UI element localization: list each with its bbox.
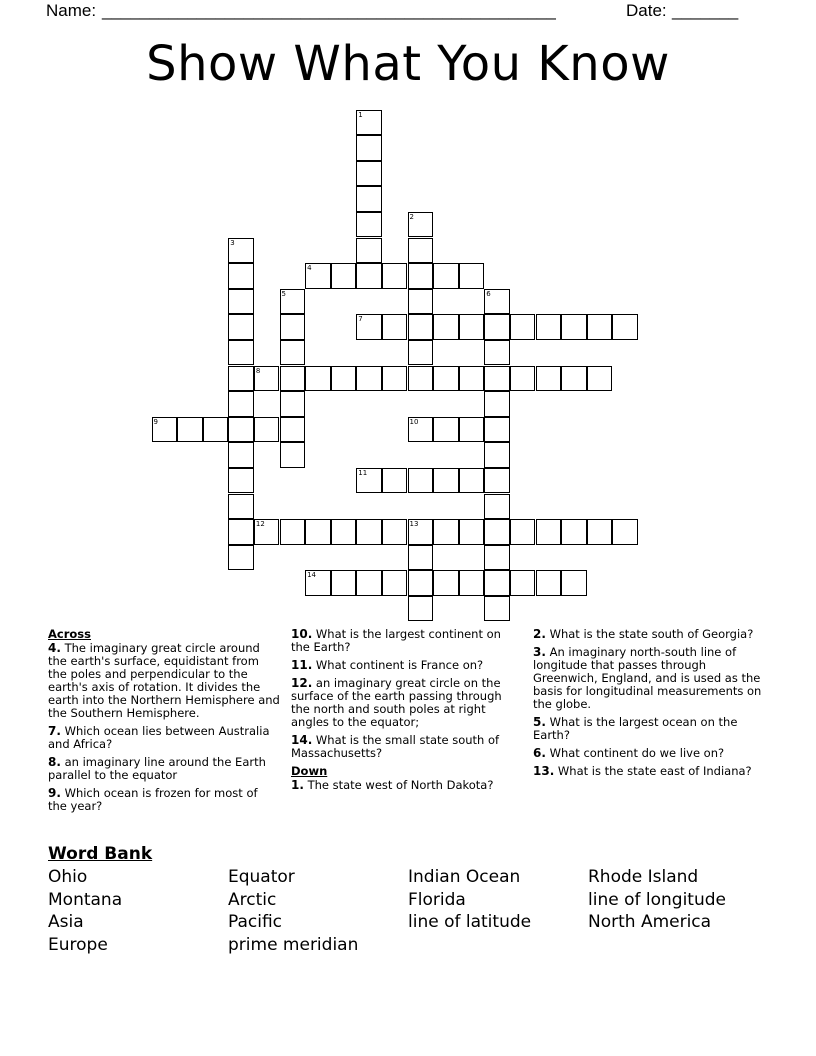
word-bank-item: Asia (48, 912, 84, 933)
crossword-cell[interactable] (305, 366, 331, 392)
clue-number: 8 (255, 366, 261, 375)
clue-down-6: 6. What continent do we live on? (533, 746, 725, 760)
crossword-cell[interactable] (356, 468, 382, 494)
crossword-cell[interactable] (228, 340, 254, 366)
crossword-cell[interactable] (459, 570, 485, 596)
crossword-cell[interactable] (382, 263, 408, 289)
crossword-cell[interactable] (484, 494, 510, 520)
clue-across-9: 9. Which ocean is frozen for most of the year? (48, 786, 258, 813)
crossword-cell[interactable] (459, 468, 485, 494)
clue-number: 3 (230, 238, 235, 247)
crossword-cell[interactable] (382, 519, 408, 545)
clue-number: 14 (307, 571, 317, 580)
crossword-cell[interactable] (356, 135, 382, 161)
crossword-cell[interactable] (280, 340, 306, 366)
word-bank-item: Europe (48, 934, 108, 955)
clue-across-11: 11. What continent is France on? (291, 658, 484, 672)
crossword-cell[interactable] (561, 314, 587, 340)
clue-number: 2 (409, 212, 414, 221)
crossword-cell[interactable] (408, 340, 434, 366)
crossword-cell[interactable] (280, 417, 306, 443)
crossword-cell[interactable] (612, 519, 638, 545)
clues-column-1 (48, 628, 280, 818)
crossword-cell[interactable] (228, 314, 254, 340)
clue-number: 7 (358, 315, 363, 324)
clue-across-12: 12. an imaginary great circle on the surface of the earth passing through the north and south poles at right angles to the equator; (291, 676, 502, 729)
crossword-cell[interactable] (356, 570, 382, 596)
crossword-cell[interactable] (459, 366, 485, 392)
crossword-cell[interactable] (484, 340, 510, 366)
crossword-cell[interactable] (305, 519, 331, 545)
crossword-cell[interactable] (382, 570, 408, 596)
crossword-cell[interactable] (433, 519, 459, 545)
crossword-cell[interactable] (587, 519, 613, 545)
clue-down-2: 2. What is the state south of Georgia? (533, 627, 754, 641)
crossword-cell[interactable] (228, 366, 254, 392)
crossword-cell[interactable] (203, 417, 229, 443)
crossword-cell[interactable] (356, 519, 382, 545)
clues-column-2 (291, 628, 523, 797)
clue-number: 5 (281, 289, 286, 298)
crossword-cell[interactable] (408, 238, 434, 264)
crossword-cell[interactable] (408, 519, 434, 545)
date-label: Date: (626, 1, 667, 20)
crossword-cell[interactable] (382, 314, 408, 340)
word-bank-item: North America (588, 912, 712, 933)
crossword-cell[interactable] (484, 545, 510, 571)
crossword-cell[interactable] (459, 519, 485, 545)
clue-down-1: 1. The state west of North Dakota? (291, 778, 494, 792)
clue-down-5: 5. What is the largest ocean on the Earth? (533, 715, 738, 742)
word-bank-item: Montana (48, 889, 123, 910)
crossword-cell[interactable] (408, 545, 434, 571)
crossword-cell[interactable] (484, 366, 510, 392)
crossword-cell[interactable] (484, 314, 510, 340)
clue-across-4: 4. The imaginary great circle around the earth's surface, equidistant from the poles and perpendicular to the earth's axis of rotation. It divides the earth into the Northern Hemisphere and the Southern Hemisphere. (48, 641, 280, 720)
clue-number: 1 (358, 110, 363, 119)
crossword-cell[interactable] (510, 519, 536, 545)
crossword-cell[interactable] (228, 442, 254, 468)
crossword-cell[interactable] (382, 366, 408, 392)
crossword-cell[interactable] (433, 366, 459, 392)
crossword-cell[interactable] (280, 314, 306, 340)
crossword-cell[interactable] (356, 186, 382, 212)
crossword-cell[interactable] (536, 366, 562, 392)
crossword-cell[interactable] (408, 417, 434, 443)
crossword-cell[interactable] (484, 442, 510, 468)
word-bank-item: line of latitude (408, 912, 532, 933)
word-bank-item: Pacific (228, 912, 283, 933)
word-bank-item: Indian Ocean (408, 867, 521, 887)
across-heading: Across (48, 627, 91, 641)
clue-across-7: 7. Which ocean lies between Australia and Africa? (48, 724, 270, 751)
crossword-cell[interactable] (408, 366, 434, 392)
crossword-cell[interactable] (587, 366, 613, 392)
crossword-cell[interactable] (536, 570, 562, 596)
crossword-cell[interactable] (254, 417, 280, 443)
crossword-cell[interactable] (433, 263, 459, 289)
crossword-cell[interactable] (433, 417, 459, 443)
crossword-cell[interactable] (228, 468, 254, 494)
clues-column-3 (533, 628, 769, 783)
crossword-cell[interactable] (356, 161, 382, 187)
crossword-cell[interactable] (177, 417, 203, 443)
crossword-cell[interactable] (331, 263, 357, 289)
crossword-cell[interactable] (382, 468, 408, 494)
crossword-cell[interactable] (228, 417, 254, 443)
crossword-cell[interactable] (484, 289, 510, 315)
word-bank-item: Ohio (48, 867, 88, 887)
clue-across-10: 10. What is the largest continent on the Earth? (291, 627, 501, 654)
word-bank-item: Rhode Island (588, 867, 699, 887)
crossword-cell[interactable] (280, 442, 306, 468)
crossword-cell[interactable] (280, 519, 306, 545)
crossword-cell[interactable] (561, 366, 587, 392)
word-bank-item: prime meridian (228, 934, 359, 955)
crossword-cell[interactable] (356, 238, 382, 264)
clue-number: 9 (153, 417, 158, 426)
word-bank-heading: Word Bank (48, 844, 153, 864)
crossword-cell[interactable] (408, 570, 434, 596)
clue-number: 4 (307, 264, 312, 273)
crossword-cell[interactable] (587, 314, 613, 340)
crossword-cell[interactable] (228, 238, 254, 264)
word-bank-item: line of longitude (588, 889, 726, 910)
crossword-cell[interactable] (484, 391, 510, 417)
clue-number: 11 (358, 468, 368, 477)
clue-number: 10 (409, 417, 419, 426)
crossword-cell[interactable] (228, 263, 254, 289)
crossword-cell[interactable] (536, 314, 562, 340)
crossword-cell[interactable] (228, 289, 254, 315)
crossword-cell[interactable] (510, 314, 536, 340)
crossword-cell[interactable] (561, 519, 587, 545)
crossword-cell[interactable] (433, 570, 459, 596)
clue-number: 12 (255, 520, 265, 529)
crossword-cell[interactable] (510, 570, 536, 596)
crossword-cell[interactable] (433, 468, 459, 494)
crossword-cell[interactable] (228, 494, 254, 520)
crossword-cell[interactable] (331, 570, 357, 596)
crossword-cell[interactable] (254, 366, 280, 392)
word-bank-item: Arctic (228, 889, 277, 910)
crossword-cell[interactable] (356, 263, 382, 289)
crossword-cell[interactable] (152, 417, 178, 443)
crossword-cell[interactable] (228, 545, 254, 571)
name-blank[interactable]: ________________________________________________ (102, 1, 556, 20)
clue-number: 13 (409, 520, 419, 529)
crossword-cell[interactable] (408, 289, 434, 315)
crossword-cell[interactable] (228, 519, 254, 545)
crossword-cell[interactable] (408, 263, 434, 289)
clue-number: 6 (486, 289, 491, 298)
crossword-cell[interactable] (356, 110, 382, 136)
crossword-cell[interactable] (356, 212, 382, 238)
crossword-cell[interactable] (331, 519, 357, 545)
clue-down-13: 13. What is the state east of Indiana? (533, 764, 752, 778)
crossword-cell[interactable] (459, 314, 485, 340)
crossword-cell[interactable] (612, 314, 638, 340)
crossword-cell[interactable] (305, 570, 331, 596)
word-bank-item: Equator (228, 867, 295, 887)
crossword-cell[interactable] (408, 314, 434, 340)
clue-down-3: 3. An imaginary north-south line of longitude that passes through Greenwich, England, and is used as the basis for longitudinal measurements on the globe. (533, 645, 762, 711)
crossword-cell[interactable] (305, 263, 331, 289)
crossword-cell[interactable] (536, 519, 562, 545)
crossword-cell[interactable] (433, 314, 459, 340)
word-bank-item: Florida (408, 889, 466, 910)
crossword-cell[interactable] (356, 366, 382, 392)
crossword-cell[interactable] (484, 570, 510, 596)
crossword-cell[interactable] (484, 417, 510, 443)
crossword-cell[interactable] (280, 289, 306, 315)
crossword-cell[interactable] (459, 263, 485, 289)
crossword-cell[interactable] (408, 468, 434, 494)
crossword-cell[interactable] (484, 519, 510, 545)
crossword-cell[interactable] (228, 391, 254, 417)
page-title: Show What You Know (146, 36, 670, 92)
crossword-cell[interactable] (561, 570, 587, 596)
crossword-cell[interactable] (408, 212, 434, 238)
date-blank[interactable]: _______ (672, 1, 739, 20)
crossword-cell[interactable] (331, 366, 357, 392)
down-heading: Down (291, 764, 328, 778)
crossword-cell[interactable] (356, 314, 382, 340)
crossword-cell[interactable] (280, 366, 306, 392)
crossword-cell[interactable] (484, 596, 510, 622)
crossword-cell[interactable] (459, 417, 485, 443)
clue-across-8: 8. an imaginary line around the Earth parallel to the equator (48, 755, 266, 782)
crossword-cell[interactable] (510, 366, 536, 392)
name-label: Name: (46, 1, 97, 20)
crossword-cell[interactable] (408, 596, 434, 622)
clue-across-14: 14. What is the small state south of Massachusetts? (291, 733, 500, 760)
crossword-cell[interactable] (254, 519, 280, 545)
crossword-cell[interactable] (280, 391, 306, 417)
crossword-cell[interactable] (484, 468, 510, 494)
